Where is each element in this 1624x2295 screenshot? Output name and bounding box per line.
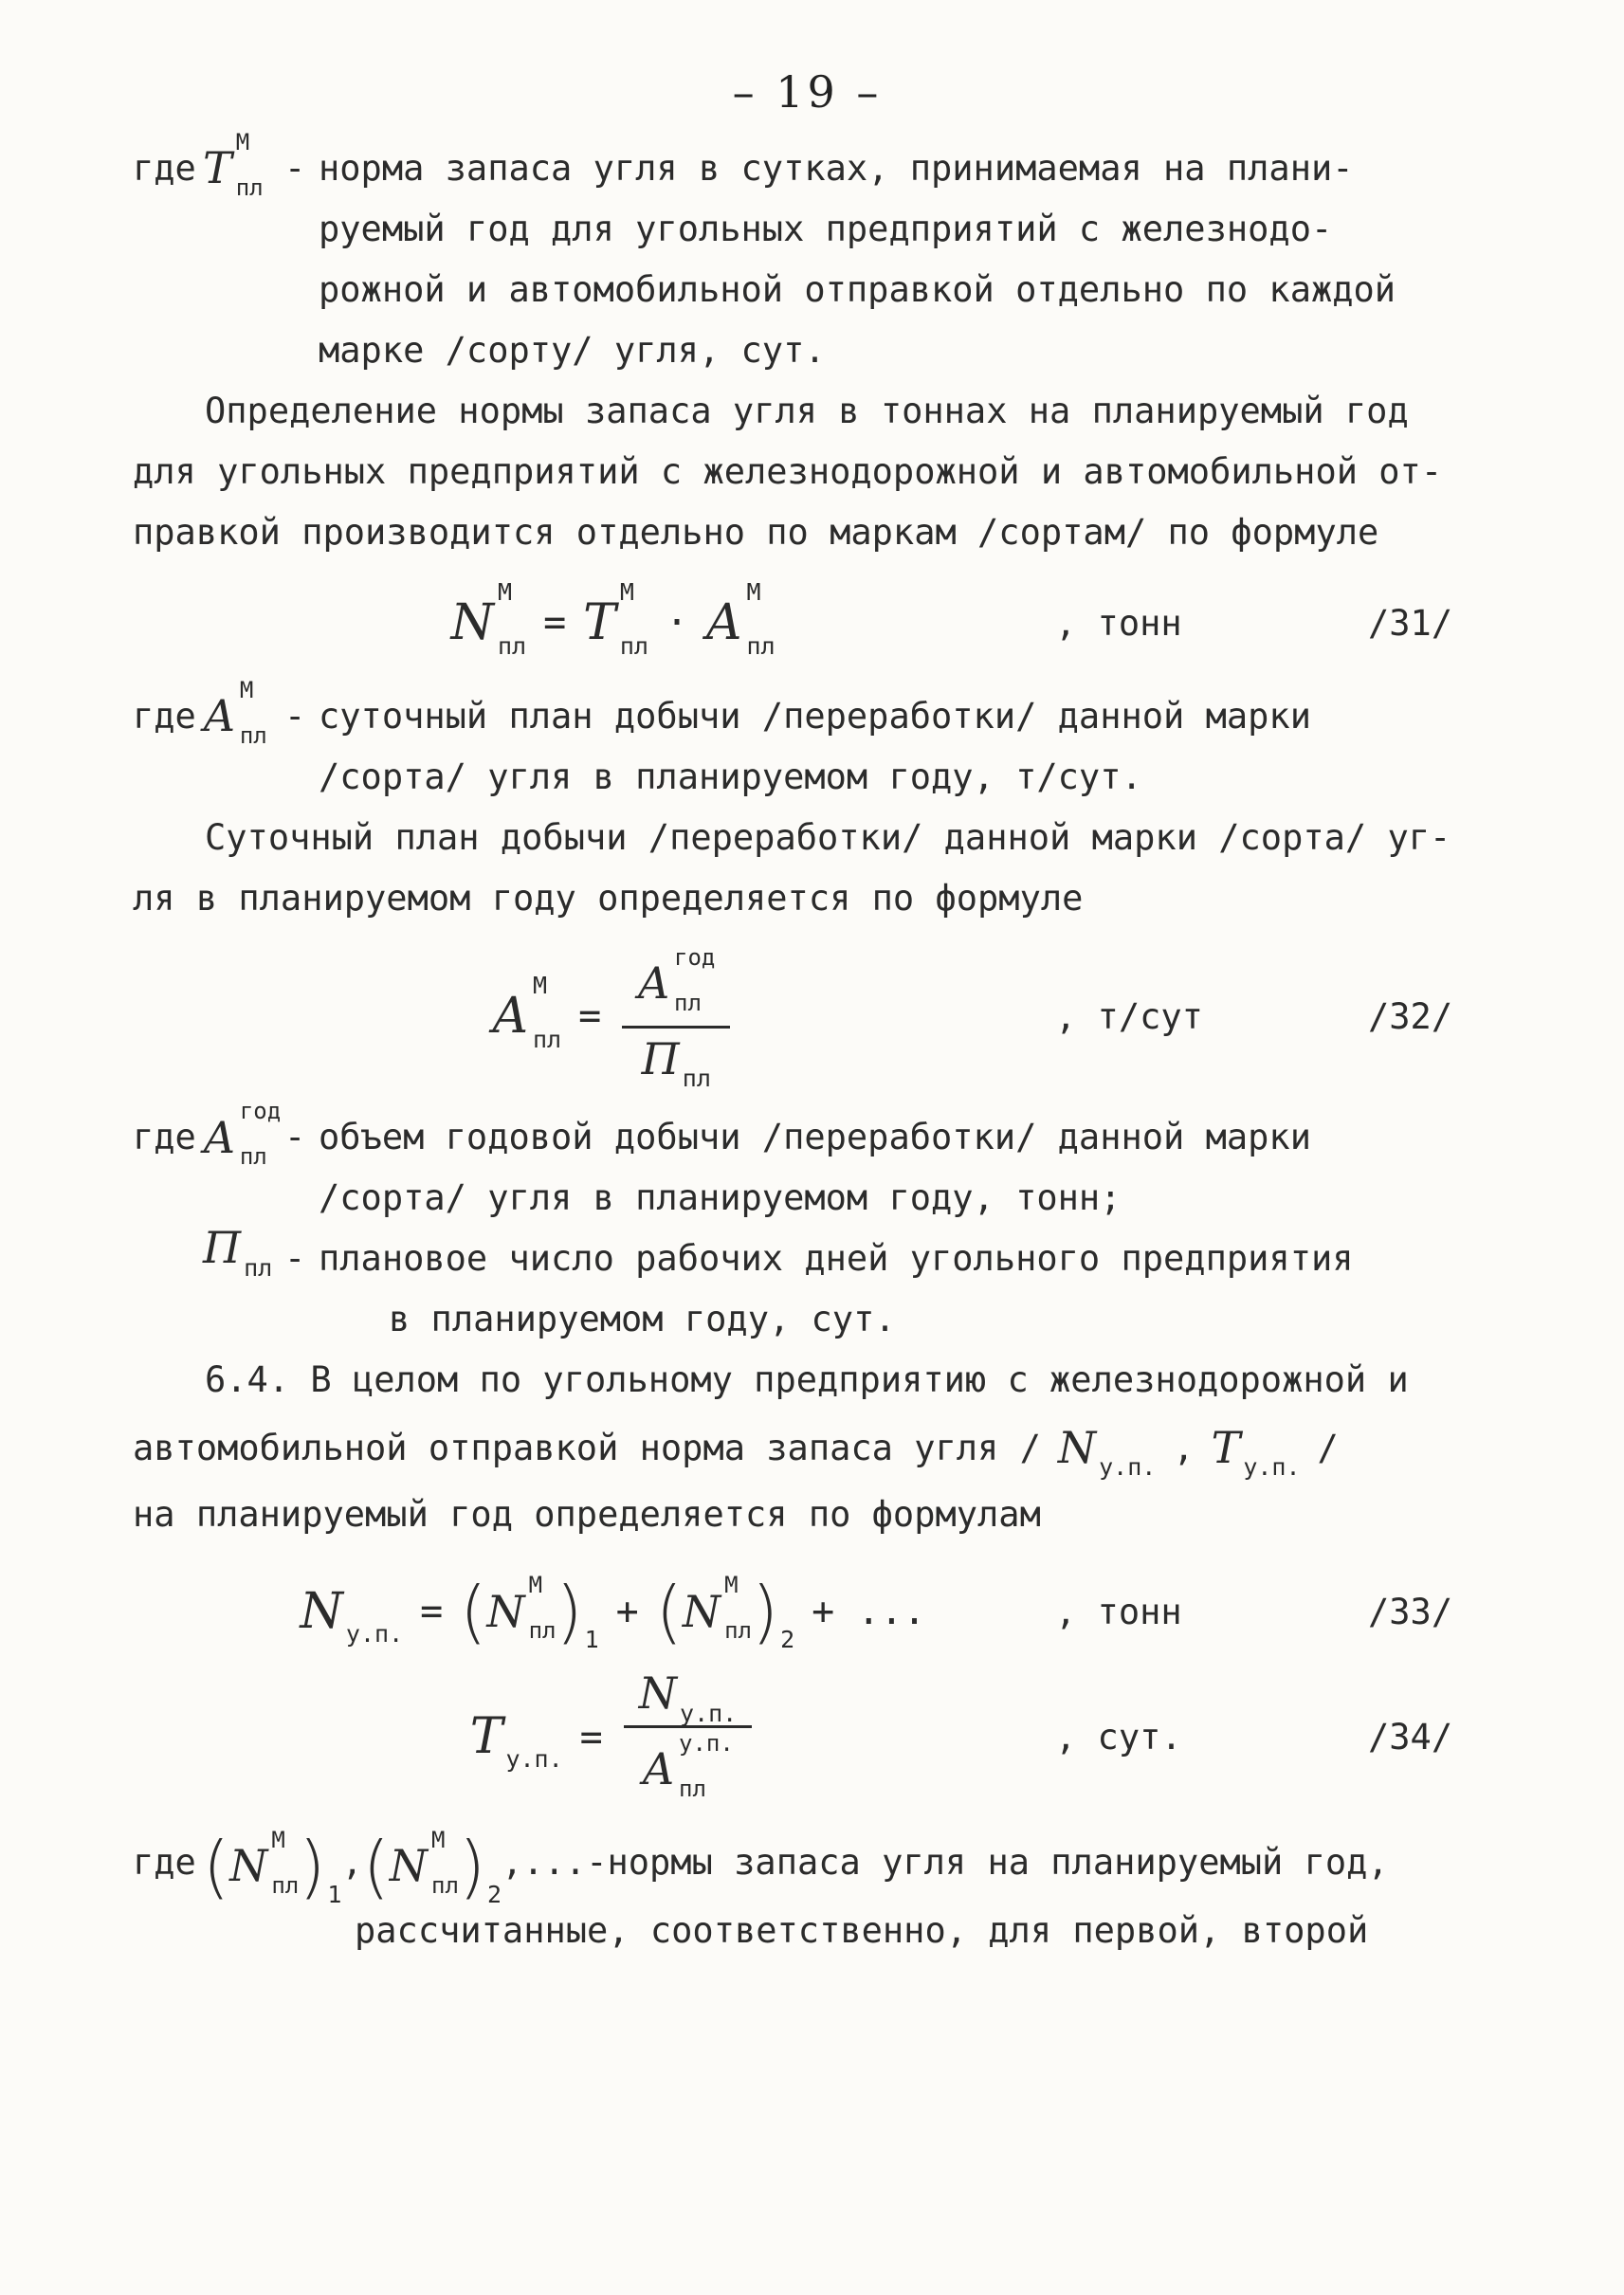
formula-32-number: /32/ [1368, 995, 1453, 1037]
text-segment: автомобильной отправкой норма запаса угля / [133, 1427, 1041, 1468]
text-line: ля в планируемом году определяется по формуле [133, 878, 1084, 919]
definition-p-pl [133, 1222, 1482, 1350]
text-line: суточный план добычи /переработки/ данной марки [319, 696, 1311, 737]
equals-sign: = [579, 1715, 603, 1759]
definition-text [319, 1229, 1482, 1350]
text-line: рассчитанные, соответственно, для первой, второй [355, 1909, 1369, 1951]
fraction-numerator [624, 1667, 752, 1727]
symbol-base: N [300, 1582, 343, 1640]
symbol-a-god-pl [203, 1098, 282, 1171]
fraction-numerator [622, 944, 730, 1029]
text-line: в планируемом году, сут. [389, 1299, 896, 1340]
definition-dash: - [284, 696, 306, 737]
term-index: 2 [780, 1626, 795, 1654]
paragraph-6-4-line2 [133, 1411, 1482, 1484]
definition-a-pl-m [133, 677, 1482, 808]
ellipsis: + ... [812, 1590, 926, 1634]
superscript: год [239, 1098, 282, 1125]
symbol-base: А [705, 593, 743, 651]
symbol-scripts [532, 972, 562, 1054]
subscript: у.п. [505, 1744, 563, 1773]
symbol-scripts [271, 1826, 300, 1899]
text-line: марке /сорту/ угля, сут. [319, 330, 826, 371]
open-paren: ( [655, 1572, 683, 1652]
definition-text [319, 686, 1482, 808]
symbol-cell [203, 129, 284, 201]
definition-dash: - [284, 1238, 306, 1280]
subscript: пл [239, 1143, 267, 1171]
symbol-cell [203, 1222, 284, 1282]
term-index: 2 [487, 1880, 502, 1908]
paragraph-norm-definition [133, 381, 1482, 563]
symbol-base: N [682, 1585, 721, 1637]
symbol-base: П [641, 1033, 680, 1084]
equals-sign: = [543, 601, 567, 645]
formula-33 [133, 1572, 1482, 1654]
page-number: – 19 – [732, 66, 883, 118]
comma: , [341, 1841, 363, 1883]
symbol-n-up [1057, 1421, 1157, 1482]
equals-sign: = [420, 1590, 444, 1634]
symbol-scripts [240, 679, 267, 747]
subscript: пл [532, 1026, 562, 1054]
subscript: пл [746, 632, 776, 660]
fraction-denominator [627, 1728, 749, 1800]
text-line: рожной и автомобильной отправкой отдельно по каждой [319, 269, 1396, 310]
superscript: М [239, 677, 254, 703]
subscript: у.п. [680, 1699, 738, 1727]
superscript: М [235, 129, 250, 155]
definition-a-god-pl [133, 1098, 1482, 1229]
symbol-scripts [239, 1098, 282, 1171]
subscript: пл [682, 1065, 711, 1093]
definition-dash: - [284, 148, 306, 189]
symbol-n-up [300, 1582, 404, 1648]
subscript: у.п. [1243, 1453, 1301, 1482]
formula-33-number: /33/ [1368, 1591, 1453, 1632]
symbol-scripts [431, 1826, 459, 1899]
ellipsis-dash: ,...- [502, 1841, 608, 1883]
symbol-p-pl [203, 1222, 273, 1282]
superscript: М [724, 1572, 739, 1599]
superscript: М [528, 1572, 543, 1599]
subscript: пл [679, 1775, 706, 1802]
subscript: пл [239, 722, 267, 749]
text-line: /сорта/ угля в планируемом году, тонн; [319, 1177, 1122, 1219]
symbol-base: N [486, 1585, 525, 1637]
symbol-base: А [637, 957, 671, 1010]
open-paren: ( [460, 1572, 487, 1652]
subscript: пл [724, 1617, 752, 1645]
formula-34 [133, 1667, 1482, 1802]
symbol-scripts [528, 1572, 557, 1645]
symbol-cell [203, 677, 284, 749]
comma: , [1173, 1427, 1195, 1468]
formula-32-unit: , т/сут [1055, 995, 1203, 1037]
plus-sign: + [615, 1590, 639, 1634]
subscript: пл [528, 1617, 557, 1645]
symbol-t-pl-m [203, 129, 264, 201]
symbol-scripts [679, 1729, 734, 1802]
text-line: для угольных предприятий с железнодорожной и автомобильной от- [133, 451, 1443, 492]
symbol-base: N [389, 1840, 429, 1892]
fraction [622, 944, 730, 1093]
text-line: /сорта/ угля в планируемом году, т/сут. [319, 756, 1142, 797]
superscript: М [746, 578, 761, 606]
term-index: 1 [584, 1626, 599, 1654]
term-n-pl-m-1 [460, 1572, 599, 1654]
term-index: 1 [327, 1880, 342, 1908]
definition-n-terms [133, 1826, 1482, 1908]
text-line: плановое число рабочих дней угольного предприятия [319, 1238, 1354, 1280]
text-line: 6.4. В целом по угольному предприятию с железнодорожной и [205, 1359, 1409, 1401]
symbol-base: Т [203, 142, 232, 194]
superscript: М [532, 972, 548, 1000]
formula-32 [133, 944, 1482, 1093]
symbol-cell [203, 1098, 284, 1171]
symbol-n-pl-m [682, 1572, 752, 1645]
subscript: у.п. [1099, 1453, 1157, 1482]
multiplication-dot: · [665, 601, 689, 645]
close-paren: ) [299, 1826, 326, 1906]
close-paren: ) [751, 1572, 779, 1652]
where-label: где [133, 148, 196, 189]
symbol-base: N [229, 1840, 268, 1892]
symbol-n-pl-m [389, 1826, 459, 1899]
text-line: на планируемый год определяется по формулам [133, 1494, 1041, 1536]
open-paren: ( [362, 1826, 390, 1906]
subscript: пл [619, 632, 648, 660]
text-line: норма запаса угля в сутках, принимаемая на плани- [319, 148, 1354, 189]
definition-text [607, 1832, 1482, 1893]
symbol-scripts [674, 946, 715, 1014]
formula-31-expression [133, 578, 1055, 660]
symbol-scripts [746, 580, 775, 658]
subscript: пл [674, 990, 702, 1016]
superscript: М [271, 1826, 285, 1853]
where-label: где [133, 1841, 196, 1883]
subscript: пл [235, 174, 264, 201]
formula-34-number: /34/ [1368, 1717, 1453, 1758]
symbol-a-god-pl [637, 944, 716, 1016]
symbol-base: Т [469, 1708, 503, 1766]
text-segment: / [1317, 1427, 1339, 1468]
symbol-t-pl-m [583, 578, 648, 660]
symbol-scripts [724, 1572, 752, 1645]
subscript: пл [244, 1253, 273, 1282]
where-label: где [133, 696, 196, 737]
superscript: год [674, 944, 716, 971]
term-n-pl-m-2 [655, 1572, 795, 1654]
formula-34-expression [133, 1667, 1055, 1802]
open-paren: ( [203, 1826, 230, 1906]
symbol-base: А [491, 987, 529, 1045]
subscript: у.п. [345, 1619, 404, 1648]
text-line: Определение нормы запаса угля в тоннах на планируемый год [205, 391, 1409, 431]
symbol-t-up [469, 1708, 563, 1773]
symbol-base: А [642, 1743, 676, 1795]
definition-dash: - [284, 1117, 306, 1158]
subscript: пл [271, 1871, 300, 1899]
text-line: руемый год для угольных предприятий с железнодо- [319, 209, 1333, 249]
symbol-scripts [236, 131, 264, 199]
symbol-a-pl-m [491, 972, 562, 1054]
symbol-scripts [498, 580, 526, 658]
equals-sign: = [578, 994, 602, 1039]
formula-32-expression [133, 944, 1055, 1093]
symbol-base: Т [1211, 1421, 1241, 1473]
symbol-n-pl-m [486, 1572, 557, 1645]
paragraph-6-4 [133, 1350, 1482, 1545]
close-paren: ) [556, 1572, 583, 1652]
text-line: Суточный план добычи /переработки/ данной марки /сорта/ уг- [205, 817, 1451, 858]
symbol-t-up [1211, 1421, 1301, 1482]
formula-34-unit: , сут. [1055, 1717, 1182, 1758]
symbol-base: N [450, 593, 494, 651]
formula-33-unit: , тонн [1055, 1591, 1182, 1632]
symbol-base: N [1057, 1421, 1097, 1473]
superscript: М [431, 1826, 446, 1853]
symbol-a-up-pl [642, 1729, 734, 1802]
symbol-base: П [203, 1222, 242, 1274]
text-line: объем годовой добычи /переработки/ данной марки [319, 1117, 1311, 1158]
superscript: М [619, 578, 634, 606]
formula-31-number: /31/ [1368, 602, 1453, 644]
paragraph-daily-plan [133, 808, 1482, 929]
text-line: нормы запаса угля на планируемый год, [607, 1841, 1389, 1883]
symbol-base: А [203, 690, 236, 742]
text-line: правкой производится отдельно по маркам /сортам/ по формуле [133, 512, 1379, 553]
symbol-n-pl-m [229, 1826, 300, 1899]
symbol-a-pl-m [203, 677, 267, 749]
symbol-scripts [620, 580, 648, 658]
where-label: где [133, 1117, 196, 1158]
definition-t-pl-m [133, 129, 1482, 381]
symbol-n-up [638, 1667, 738, 1727]
formula-31-unit: , тонн [1055, 602, 1182, 644]
symbol-a-pl-m [705, 578, 776, 660]
symbol-n-pl-m [450, 578, 527, 660]
superscript: у.п. [679, 1729, 734, 1757]
formula-31 [133, 578, 1482, 660]
fraction [624, 1667, 752, 1802]
formula-33-expression [133, 1572, 1055, 1654]
term-n-pl-m-1 [203, 1826, 342, 1908]
symbol-base: N [638, 1667, 678, 1720]
superscript: М [497, 578, 513, 606]
symbol-base: А [203, 1111, 236, 1163]
term-n-pl-m-2 [362, 1826, 502, 1908]
fraction-denominator [627, 1029, 726, 1093]
subscript: пл [431, 1871, 459, 1899]
symbol-p-pl [641, 1033, 711, 1093]
symbol-base: Т [583, 593, 616, 651]
definition-text [319, 1107, 1482, 1229]
subscript: пл [497, 632, 527, 660]
close-paren: ) [458, 1826, 486, 1906]
definition-text [319, 138, 1482, 381]
